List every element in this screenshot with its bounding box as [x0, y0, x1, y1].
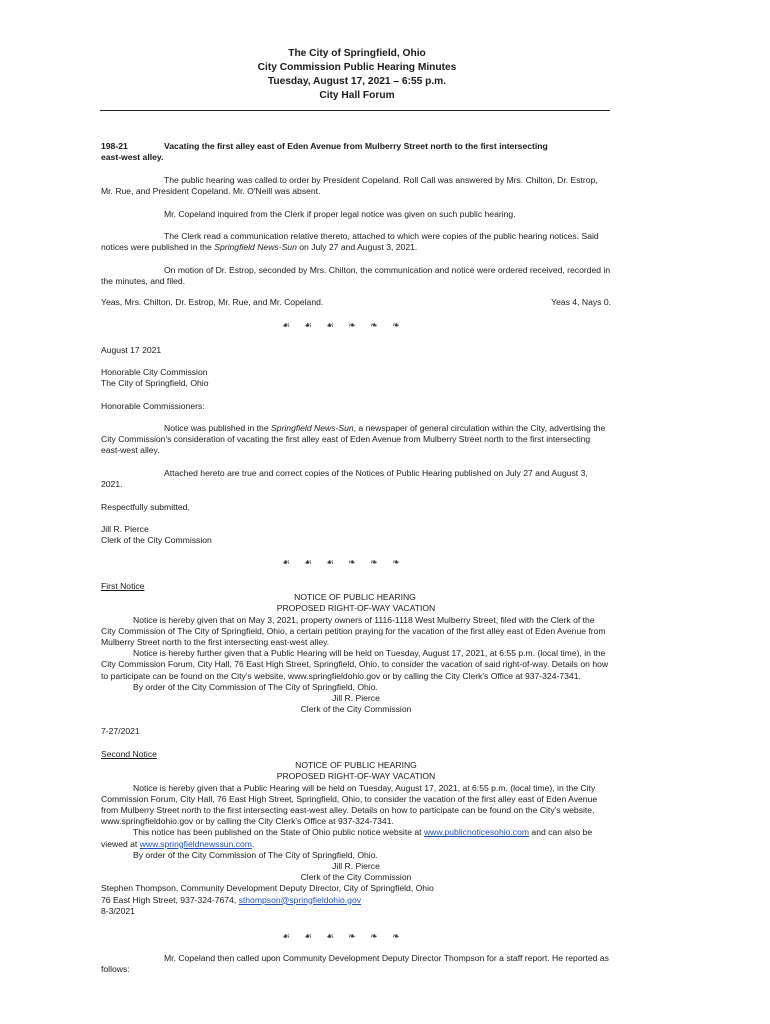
ornament-glyph: ☙	[281, 931, 291, 941]
first-notice-date: 7-27/2021	[101, 726, 140, 737]
ornament-glyph: ❧	[348, 931, 356, 941]
newssun-link[interactable]: www.springfieldnewssun.com	[139, 838, 252, 849]
second-notice-heading: NOTICE OF PUBLIC HEARING	[295, 760, 417, 771]
letter-address: Honorable City Commission The City of Springfield, Ohio	[101, 367, 209, 389]
staff-report-intro: Mr. Copeland then called upon Community Development Deputy Director Thompson for a staff report. He reported as follows:	[101, 953, 609, 975]
section-ornament	[275, 931, 435, 942]
letter-closing: Respectfully submitted,	[101, 502, 190, 512]
ornament-glyph: ☙	[281, 320, 291, 330]
first-notice-sig-title: Clerk of the City Commission	[300, 704, 412, 715]
first-notice	[101, 581, 611, 738]
first-notice-by-order: By order of the City Commission of The City of Springfield, Ohio.	[133, 681, 378, 692]
minutes-legal-notice: Mr. Copeland inquired from the Clerk if proper legal notice was given on such public hearing.	[164, 209, 516, 219]
ornament-glyph: ☙	[325, 557, 335, 567]
first-notice-subheading: PROPOSED RIGHT-OF-WAY VACATION	[276, 603, 436, 614]
minutes-roll-call: The public hearing was called to order by President Copeland. Roll Call was answered by Mrs. Chilton, Dr. Estrop, Mr. Rue, and President Copeland. Mr. O'Neill was absent.	[101, 175, 598, 197]
ornament-glyph: ❧	[370, 557, 378, 567]
second-notice-body-1: Notice is hereby given that a Public Hearing will be held on Tuesday, August 17, 2021, at 6:55 p.m. (local time), in the City Commission Forum, City Hall, 76 East High Street, Springfield, Ohio, to consider the vacation of the first alley east of Eden Avenue from Mulberry Street north to the first intersecting east-west alley. Details on how to participate can be found on the City's website, www.springfieldohio.gov or by calling the City Clerk's Office at 937-324-7341.	[101, 782, 598, 827]
first-notice-body-2: Notice is hereby further given that a Public Hearing will be held on Tuesday, August 17, 2021, at 6:55 p.m. (local time), in the City Commission Forum, City Hall, 76 East High Street, Springfield, Ohio, to consider the vacation of said right-of-way. Details on how to participate can be found on the City's website, www.springfieldohio.gov or by calling the City Clerk's Office at 937-324-7341.	[101, 648, 609, 681]
letter-salutation: Honorable Commissioners:	[101, 401, 205, 411]
ornament-glyph: ❧	[392, 931, 400, 941]
minutes-vote	[101, 297, 611, 308]
ornament-glyph: ❧	[370, 320, 378, 330]
vote-names: Yeas, Mrs. Chilton, Dr. Estrop, Mr. Rue, and Mr. Copeland.	[101, 297, 324, 307]
ornament-glyph: ❧	[392, 557, 400, 567]
email-link[interactable]: sthompson@springfieldohio.gov	[238, 894, 362, 905]
letter-date: August 17 2021	[101, 345, 162, 355]
ornament-glyph: ❧	[348, 320, 356, 330]
item-title: Vacating the first alley east of Eden Avenue from Mulberry Street north to the first intersecting	[164, 141, 548, 151]
letter-signature: Jill R. Pierce Clerk of the City Commission	[101, 524, 212, 546]
second-notice-date: 8-3/2021	[101, 905, 135, 916]
second-notice	[101, 749, 611, 917]
publicnotices-link[interactable]: www.publicnoticesohio.com	[423, 827, 530, 838]
ornament-glyph: ❧	[348, 557, 356, 567]
header-location: City Hall Forum	[319, 90, 395, 101]
header-divider	[100, 110, 610, 111]
ornament-glyph: ☙	[281, 557, 291, 567]
second-notice-body-2: This notice has been published on the State of Ohio public notice website at www.publicnoticesohio.com and can also be viewed at www.springfieldnewssun.com.	[101, 827, 593, 849]
item-heading	[101, 141, 611, 163]
letter-body-2: Attached hereto are true and correct copies of the Notices of Public Hearing published on July 27 and August 3, 2021.	[101, 468, 588, 490]
header-date: Tuesday, August 17, 2021 – 6:55 p.m.	[267, 76, 447, 87]
first-notice-heading: NOTICE OF PUBLIC HEARING	[294, 592, 416, 603]
minutes-clerk-read: The Clerk read a communication relative thereto, attached to which were copies of the public hearing notices. Said notices were published in the Springfield News-Sun on July 27 and August 3, 2021.	[101, 231, 599, 253]
second-notice-address: 76 East High Street, 937-324-7674, sthompson@springfieldohio.gov	[101, 894, 362, 905]
second-notice-contact: Stephen Thompson, Community Development Deputy Director, City of Springfield, Ohio	[101, 883, 434, 894]
second-notice-subheading: PROPOSED RIGHT-OF-WAY VACATION	[276, 771, 436, 782]
ornament-glyph: ☙	[303, 320, 313, 330]
ornament-glyph: ☙	[325, 931, 335, 941]
second-notice-sig-title: Clerk of the City Commission	[300, 872, 412, 883]
section-ornament	[275, 557, 435, 568]
section-ornament	[275, 320, 435, 331]
newspaper-name: Springfield News-Sun	[214, 242, 297, 253]
ornament-glyph: ☙	[303, 931, 313, 941]
first-notice-body-1: Notice is hereby given that on May 3, 2021, property owners of 1116-1118 West Mulberry Street, filed with the Clerk of the City Commission of The City of Springfield, Ohio, a certain petition praying for the vacation of the first alley east of Eden Avenue from Mulberry Street north to the first intersecting east-west alley.	[101, 614, 606, 648]
item-number: 198-21	[101, 141, 128, 151]
first-notice-label: First Notice	[101, 581, 145, 591]
first-notice-sig-name: Jill R. Pierce	[332, 693, 380, 704]
document-header	[100, 47, 614, 103]
ornament-glyph: ❧	[370, 931, 378, 941]
minutes-motion: On motion of Dr. Estrop, seconded by Mrs. Chilton, the communication and notice were ordered received, recorded in the minutes, and filed.	[101, 265, 611, 287]
header-city: The City of Springfield, Ohio	[288, 48, 426, 59]
newspaper-name: Springfield News-Sun	[271, 423, 354, 433]
letter-body-1: Notice was published in the Springfield News-Sun, a newspaper of general circulation within the City, advertising the City Commission's consideration of vacating the first alley east of Eden Avenue from Mulberry Street north to the first intersecting east-west alley.	[101, 423, 606, 456]
ornament-glyph: ❧	[392, 320, 400, 330]
second-notice-by-order: By order of the City Commission of The City of Springfield, Ohio.	[133, 849, 378, 860]
second-notice-sig-name: Jill R. Pierce	[332, 861, 380, 872]
header-meeting: City Commission Public Hearing Minutes	[257, 62, 457, 73]
second-notice-label: Second Notice	[101, 749, 157, 759]
vote-result: Yeas 4, Nays 0.	[551, 297, 611, 307]
ornament-glyph: ☙	[303, 557, 313, 567]
ornament-glyph: ☙	[325, 320, 335, 330]
item-title-cont: east-west alley.	[101, 152, 164, 163]
